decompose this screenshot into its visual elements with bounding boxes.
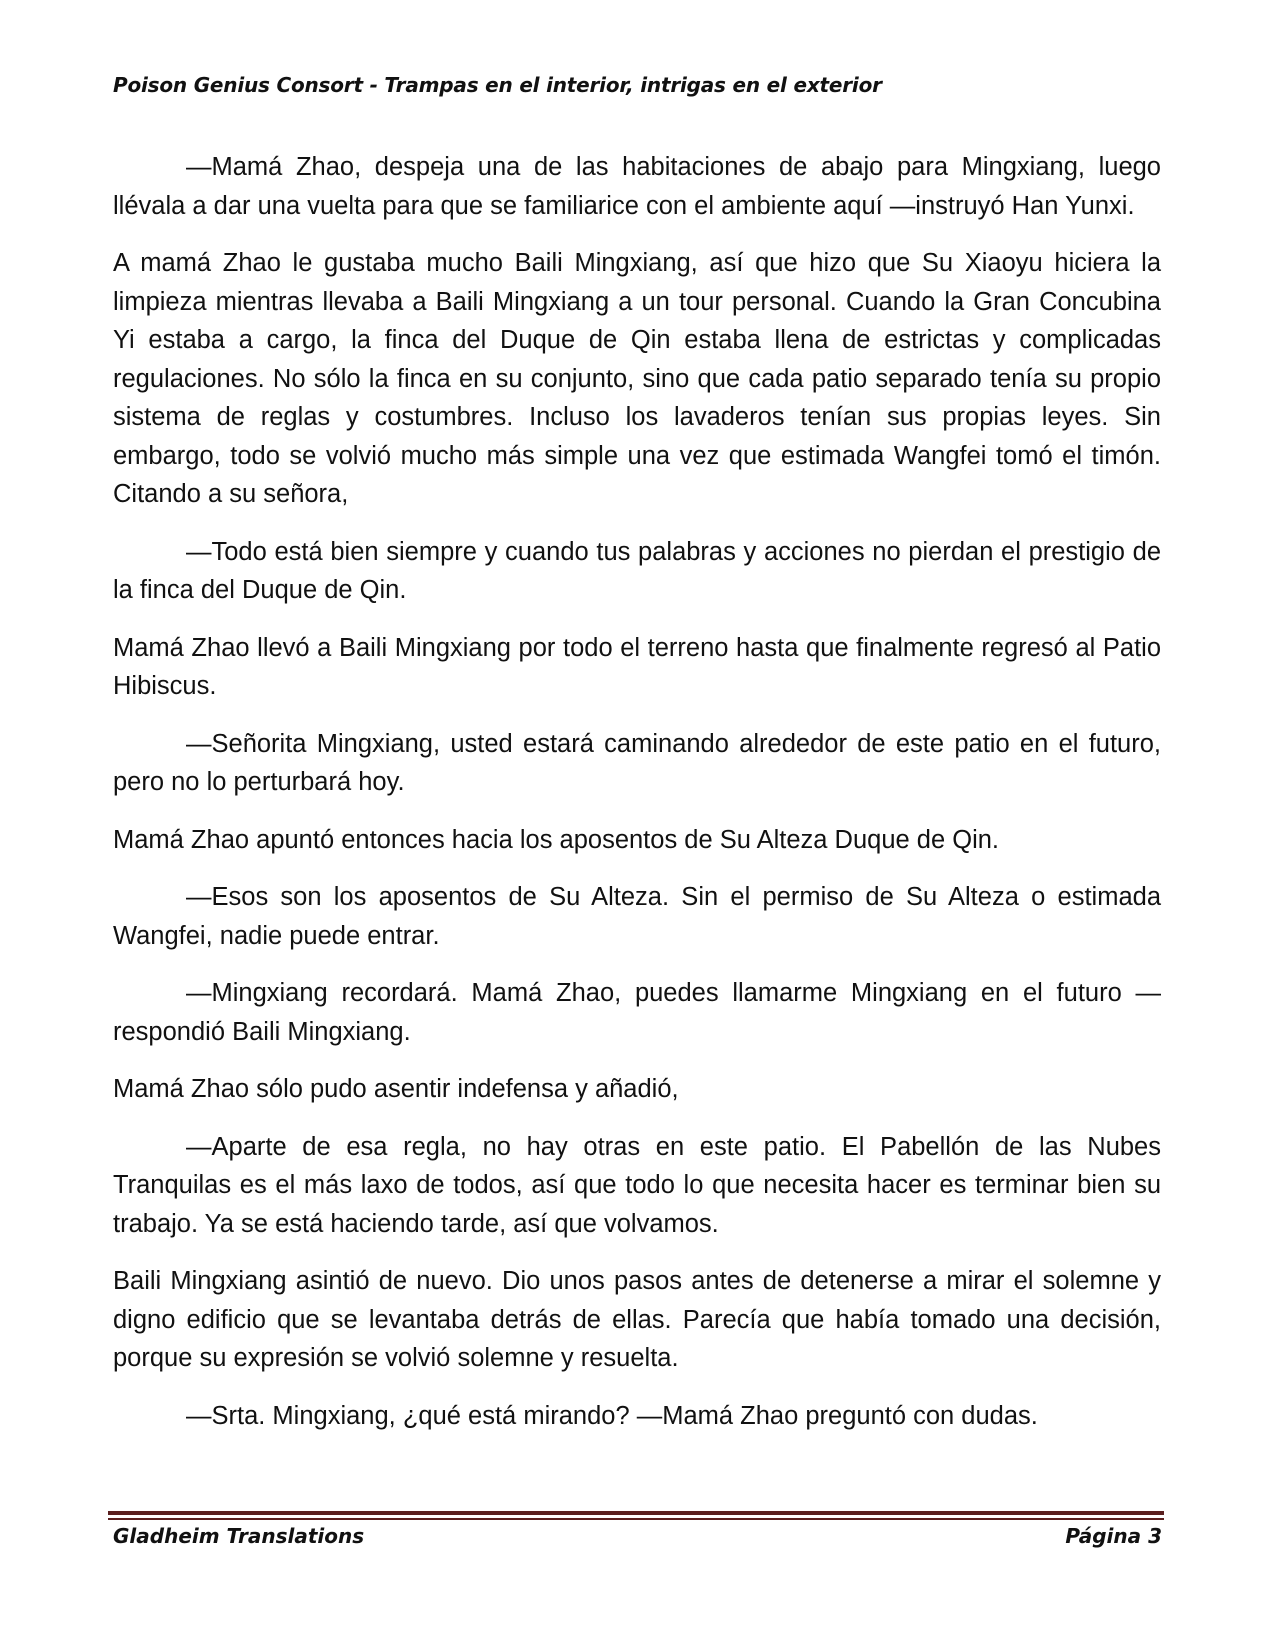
paragraph: —Mamá Zhao, despeja una de las habitaciones de abajo para Mingxiang, luego llévala a dar una vuelta para que se familiarice con el ambiente aquí —instruyó Han Yunxi.	[113, 153, 1161, 220]
footer-divider-thin	[108, 1518, 1164, 1520]
paragraph: Baili Mingxiang asintió de nuevo. Dio unos pasos antes de detenerse a mirar el solemne y digno edificio que se levantaba detrás de ellas. Parecía que había tomado una decisión, porque su expresión se volvió solemne y resuelta.	[113, 1267, 1161, 1372]
footer-page-number: Página 3	[1065, 1524, 1162, 1548]
paragraph: —Todo está bien siempre y cuando tus palabras y acciones no pierdan el prestigio de la finca del Duque de Qin.	[113, 537, 1161, 604]
paragraph: —Señorita Mingxiang, usted estará caminando alrededor de este patio en el futuro, pero no lo perturbará hoy.	[113, 729, 1161, 796]
page-header-title: Poison Genius Consort - Trampas en el interior, intrigas en el exterior	[113, 73, 882, 97]
paragraph: —Mingxiang recordará. Mamá Zhao, puedes llamarme Mingxiang en el futuro —respondió Baili Mingxiang.	[113, 979, 1161, 1046]
footer-divider-thick	[108, 1511, 1164, 1515]
paragraph: —Srta. Mingxiang, ¿qué está mirando? —Mamá Zhao preguntó con dudas.	[186, 1401, 1038, 1430]
paragraph: A mamá Zhao le gustaba mucho Baili Mingxiang, así que hizo que Su Xiaoyu hiciera la limpieza mientras llevaba a Baili Mingxiang a un tour personal. Cuando la Gran Concubina Yi estaba a cargo, la finca del Duque de Qin estaba llena de estrictas y complicadas regulaciones. No sólo la finca en su conjunto, sino que cada patio separado tenía su propio sistema de reglas y costumbres. Incluso los lavaderos tenían sus propias leyes. Sin embargo, todo se volvió mucho más simple una vez que estimada Wangfei tomó el timón. Citando a su señora,	[113, 249, 1161, 508]
paragraph: —Esos son los aposentos de Su Alteza. Sin el permiso de Su Alteza o estimada Wangfei, nadie puede entrar.	[113, 883, 1161, 950]
document-body	[113, 148, 1161, 1454]
paragraph: —Aparte de esa regla, no hay otras en este patio. El Pabellón de las Nubes Tranquilas es el más laxo de todos, así que todo lo que necesita hacer es terminar bien su trabajo. Ya se está haciendo tarde, así que volvamos.	[113, 1132, 1161, 1238]
footer-translator-name: Gladheim Translations	[113, 1524, 365, 1548]
paragraph: Mamá Zhao apuntó entonces hacia los aposentos de Su Alteza Duque de Qin.	[113, 825, 1000, 854]
paragraph: Mamá Zhao llevó a Baili Mingxiang por todo el terreno hasta que finalmente regresó al Patio Hibiscus.	[113, 633, 1161, 700]
paragraph: Mamá Zhao sólo pudo asentir indefensa y añadió,	[113, 1075, 679, 1103]
